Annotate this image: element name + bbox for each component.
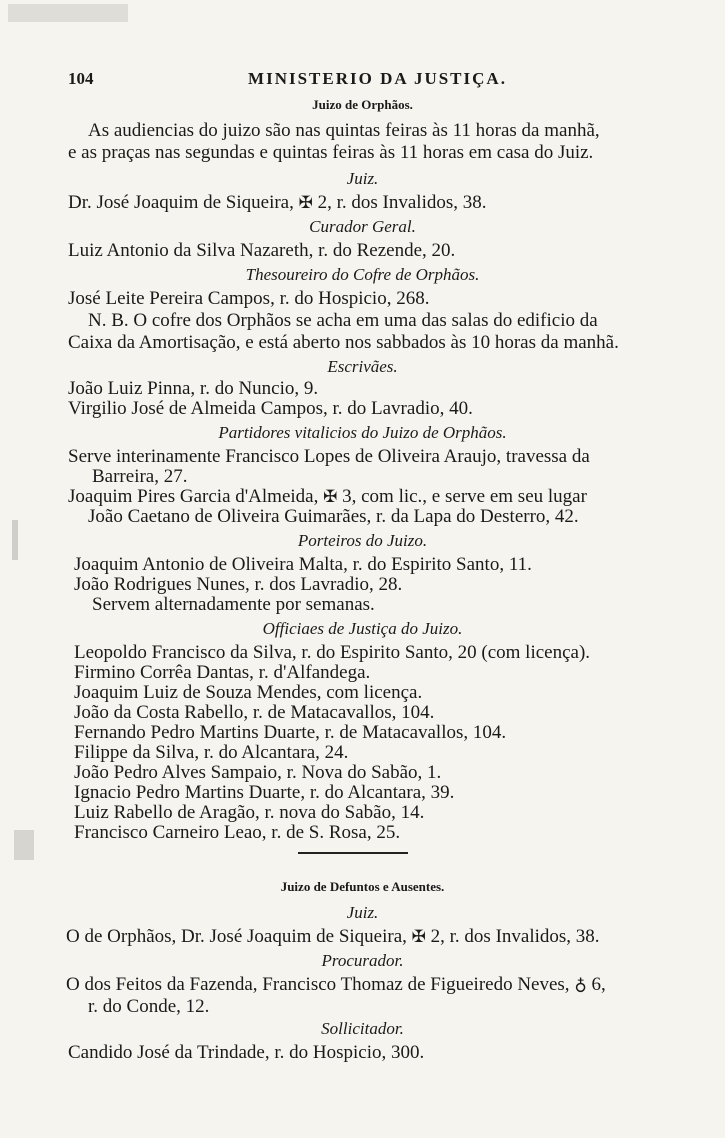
officiaes-entry: Joaquim Luiz de Souza Mendes, com licença. <box>74 682 423 703</box>
escrivao-entry: João Luiz Pinna, r. do Nuncio, 9. <box>68 378 319 399</box>
paper-stain <box>14 830 34 860</box>
officiaes-heading: Officiaes de Justiça do Juizo. <box>262 619 463 638</box>
order-cross-icon: ✠ <box>411 927 426 946</box>
officiaes-entry: João da Costa Rabello, r. de Matacavallos, 104. <box>74 702 435 723</box>
juiz-name: Dr. José Joaquim de Siqueira, <box>68 192 294 213</box>
porteiro-entry: João Rodrigues Nunes, r. dos Lavradio, 28. <box>74 574 403 595</box>
partidores-line-4: João Caetano de Oliveira Guimarães, r. da Lapa do Desterro, 42. <box>88 506 579 527</box>
defuntos-section-title: Juizo de Defuntos e Ausentes. <box>280 879 445 894</box>
thesoureiro-heading: Thesoureiro do Cofre de Orphãos. <box>245 265 480 284</box>
officiaes-entry: Filippe da Silva, r. do Alcantara, 24. <box>74 742 349 763</box>
sollicitador-entry: Candido José da Trindade, r. do Hospicio, 300. <box>68 1042 425 1063</box>
officiaes-entry: Fernando Pedro Martins Duarte, r. de Matacavallos, 104. <box>74 722 507 743</box>
partidores-heading: Partidores vitalicios do Juizo de Orphãos. <box>218 423 507 442</box>
escrivao-entry: Virgilio José de Almeida Campos, r. do Lavradio, 40. <box>68 398 473 419</box>
page-number: 104 <box>68 69 94 88</box>
partidor-name: Joaquim Pires Garcia d'Almeida, <box>68 486 319 507</box>
escrivaes-heading: Escrivães. <box>327 357 398 376</box>
officiaes-entry: Francisco Carneiro Leao, r. de S. Rosa, 25. <box>74 822 401 843</box>
partidores-line-1: Serve interinamente Francisco Lopes de Oliveira Araujo, travessa da <box>68 446 590 467</box>
porteiros-heading: Porteiros do Juizo. <box>297 531 428 550</box>
officiaes-entry: João Pedro Alves Sampaio, r. Nova do Sabão, 1. <box>74 762 442 783</box>
procurador-entry-line-1 <box>66 974 606 996</box>
defuntos-juiz-name: O de Orphãos, Dr. José Joaquim de Siqueira, <box>66 926 407 947</box>
intro-line-2: e as praças nas segundas e quintas feiras às 11 horas em casa do Juiz. <box>68 142 594 163</box>
officiaes-entry: Ignacio Pedro Martins Duarte, r. do Alcantara, 39. <box>74 782 455 803</box>
thesoureiro-note-2: Caixa da Amortisação, e está aberto nos sabbados às 10 horas da manhã. <box>68 332 619 353</box>
thesoureiro-entry: José Leite Pereira Campos, r. do Hospicio, 268. <box>68 288 430 309</box>
running-title: MINISTERIO DA JUSTIÇA. <box>248 69 507 88</box>
porteiros-note: Servem alternadamente por semanas. <box>92 594 375 615</box>
order-cross-icon: ✠ <box>298 193 313 212</box>
intro-line-1: As audiencias do juizo são nas quintas feiras às 11 horas da manhã, <box>88 120 600 141</box>
procurador-heading: Procurador. <box>321 951 404 970</box>
juiz-entry <box>68 192 487 214</box>
thesoureiro-note-1: N. B. O cofre dos Orphãos se acha em uma das salas do edificio da <box>88 310 598 331</box>
partidor-details: 3, com lic., e serve em seu lugar <box>342 486 587 507</box>
juiz-address: 2, r. dos Invalidos, 38. <box>317 192 487 213</box>
procurador-number: 6, <box>591 974 606 995</box>
officiaes-entry: Luiz Rabello de Aragão, r. nova do Sabão, 14. <box>74 802 425 823</box>
curador-heading: Curador Geral. <box>309 217 416 236</box>
defuntos-juiz-entry <box>66 926 600 948</box>
partidores-line-3 <box>68 486 587 508</box>
procurador-entry-line-2: r. do Conde, 12. <box>88 996 210 1017</box>
order-badge-icon: ♁ <box>574 975 587 994</box>
officiaes-entry: Firmino Corrêa Dantas, r. d'Alfandega. <box>74 662 371 683</box>
officiaes-entry: Leopoldo Francisco da Silva, r. do Espirito Santo, 20 (com licença). <box>74 642 591 663</box>
defuntos-juiz-address: 2, r. dos Invalidos, 38. <box>430 926 600 947</box>
sollicitador-heading: Sollicitador. <box>321 1019 404 1038</box>
section-divider <box>298 852 408 854</box>
juiz-heading: Juiz. <box>346 169 379 188</box>
paper-stain <box>8 4 128 22</box>
partidores-line-2: Barreira, 27. <box>92 466 188 487</box>
order-cross-icon: ✠ <box>323 487 338 506</box>
procurador-name: O dos Feitos da Fazenda, Francisco Thomaz de Figueiredo Neves, <box>66 974 570 995</box>
defuntos-juiz-heading: Juiz. <box>346 903 379 922</box>
section-title: Juizo de Orphãos. <box>312 97 413 112</box>
porteiro-entry: Joaquim Antonio de Oliveira Malta, r. do Espirito Santo, 11. <box>74 554 532 575</box>
curador-entry: Luiz Antonio da Silva Nazareth, r. do Rezende, 20. <box>68 240 456 261</box>
